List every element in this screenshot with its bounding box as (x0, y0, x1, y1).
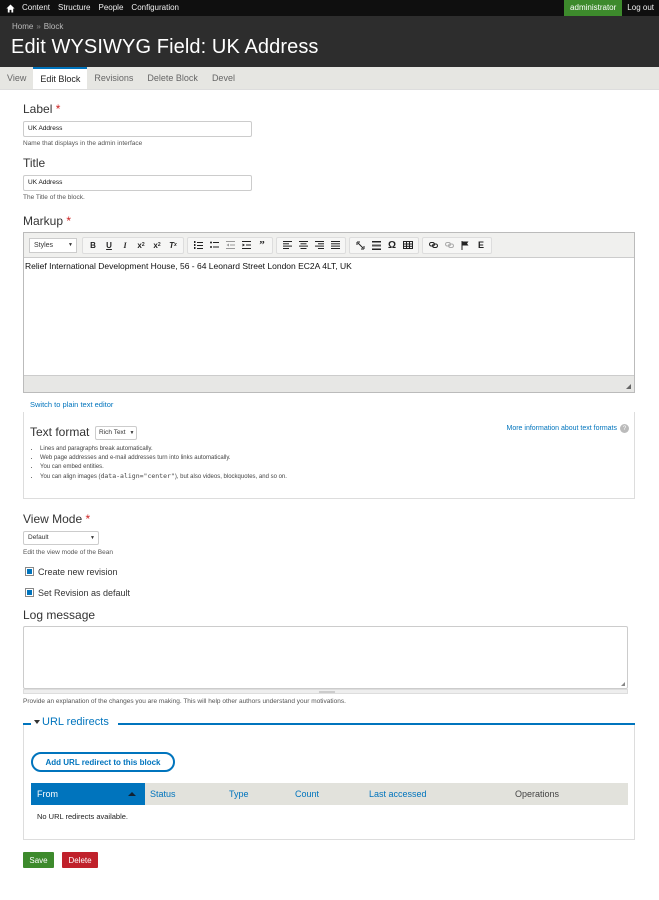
tab-view[interactable]: View (7, 73, 27, 83)
styles-dropdown[interactable] (29, 238, 77, 253)
editor-footer (24, 375, 634, 392)
tab-delete-block[interactable]: Delete Block (147, 73, 198, 83)
format-tips (40, 445, 287, 482)
view-mode-select[interactable] (23, 531, 99, 545)
align-left-icon[interactable] (279, 238, 295, 253)
text-format-wrapper (23, 412, 635, 499)
editor-group-basic (82, 237, 184, 254)
fieldset-border (23, 723, 31, 725)
delete-button[interactable]: Delete (62, 852, 98, 868)
table-icon[interactable] (400, 238, 416, 253)
label-field-title (23, 102, 60, 116)
logout-link[interactable]: Log out (627, 3, 654, 12)
unlink-icon[interactable] (441, 238, 457, 253)
required-marker: * (66, 214, 72, 228)
more-info-text: More information about text formats (506, 425, 617, 432)
url-redirects-legend: URL redirects (42, 716, 109, 728)
outdent-icon[interactable] (222, 238, 238, 253)
anchor-flag-icon[interactable] (457, 238, 473, 253)
help-icon: ? (620, 424, 629, 433)
resize-grip-icon[interactable] (626, 384, 631, 389)
switch-plain-text-link[interactable]: Switch to plain text editor (30, 400, 114, 409)
bold-icon[interactable]: B (90, 240, 96, 250)
title-input[interactable]: UK Address (23, 175, 252, 191)
tab-edit-block[interactable]: Edit Block (33, 67, 87, 89)
url-redirects-toggle[interactable] (34, 716, 109, 728)
column-status[interactable]: Status (150, 789, 176, 799)
redirects-table-header (31, 783, 628, 805)
checkbox-checked-mark (27, 569, 32, 574)
tab-revisions[interactable]: Revisions (94, 73, 134, 83)
required-marker: * (85, 512, 91, 526)
italic-icon[interactable]: I (123, 240, 127, 250)
remove-format-icon[interactable]: T x (169, 240, 177, 250)
embed-entity-icon[interactable]: E (477, 240, 484, 250)
toolbar-people[interactable]: People (98, 3, 124, 12)
home-icon[interactable] (2, 0, 18, 16)
link-chain-icon[interactable] (425, 238, 441, 253)
create-revision-checkbox[interactable] (25, 567, 34, 576)
editor-content[interactable]: Relief International Development House, 56 - 64 Leonard Street London EC2A 4LT, UK (25, 261, 352, 271)
column-operations: Operations (515, 789, 560, 799)
editor-group-links (422, 237, 492, 254)
label-field-title-text: Label (23, 102, 53, 116)
breadcrumb-separator: » (36, 22, 41, 31)
more-info-text-formats-link[interactable] (507, 424, 630, 433)
create-revision-label[interactable]: Create new revision (38, 567, 118, 577)
page-header (0, 16, 659, 67)
set-default-checkbox[interactable] (25, 588, 34, 597)
label-description: Name that displays in the admin interface (23, 140, 143, 147)
text-format-select[interactable] (95, 426, 137, 440)
fieldset-border (118, 723, 635, 725)
breadcrumb (12, 22, 63, 31)
align-center-icon[interactable] (295, 238, 311, 253)
format-tip: • Lines and paragraphs break automatically. (40, 445, 287, 454)
redirects-empty-message: No URL redirects available. (37, 812, 129, 821)
admin-toolbar (0, 0, 659, 16)
grippie-mark (319, 691, 335, 693)
editor-group-align (276, 237, 346, 254)
column-type[interactable]: Type (229, 789, 249, 799)
align-right-icon[interactable] (311, 238, 327, 253)
title-description: The Title of the block. (23, 194, 85, 201)
text-format-title: Text format (30, 425, 90, 439)
save-button[interactable]: Save (23, 852, 54, 868)
chevron-down-icon: ▼ (90, 535, 95, 541)
title-field-title: Title (23, 156, 46, 170)
toolbar-content[interactable]: Content (22, 3, 51, 12)
page-title: Edit WYSIWYG Field: UK Address (11, 36, 319, 58)
log-message-title: Log message (23, 608, 96, 622)
checkbox-checked-mark (27, 590, 32, 595)
chevron-down-icon: ▼ (129, 430, 135, 436)
format-tip: • Web page addresses and e-mail addresses turn into links automatically. (40, 454, 287, 463)
editor-group-insert (349, 237, 419, 254)
underline-icon[interactable]: U (106, 240, 112, 250)
view-mode-selected: Default (28, 534, 49, 541)
caret-down-icon (34, 720, 40, 724)
chevron-down-icon: ▼ (68, 242, 73, 248)
primary-tabs (0, 67, 659, 90)
label-input[interactable]: UK Address (23, 121, 252, 137)
indent-icon[interactable] (238, 238, 254, 253)
wysiwyg-editor (23, 232, 635, 393)
align-justify-icon[interactable] (327, 238, 343, 253)
horizontal-rule-icon[interactable] (368, 238, 384, 253)
url-redirects-fieldset (23, 723, 635, 840)
subscript-icon[interactable]: x 2 (137, 240, 145, 250)
required-marker: * (55, 102, 61, 116)
format-tip: • You can embed entities. (40, 463, 287, 472)
format-tip (40, 472, 287, 482)
textarea-grippie[interactable] (23, 689, 628, 694)
format-tip-code: data-align="center" (100, 472, 175, 480)
sort-ascending-icon (128, 792, 136, 796)
view-mode-description: Edit the view mode of the Bean (23, 549, 113, 556)
blockquote-icon[interactable]: ” (259, 239, 265, 251)
format-tip-part: You can align images ( (40, 474, 101, 480)
user-menu[interactable]: administrator (564, 0, 622, 16)
special-character-icon[interactable]: Ω (387, 239, 397, 251)
styles-dropdown-label: Styles (34, 241, 54, 249)
view-mode-title-text: View Mode (23, 512, 83, 526)
markup-field-title-text: Markup (23, 214, 64, 228)
tab-devel[interactable]: Devel (211, 73, 235, 83)
log-message-textarea[interactable] (23, 626, 628, 689)
link-icon[interactable] (352, 238, 368, 253)
column-count[interactable]: Count (295, 789, 320, 799)
view-mode-title (23, 512, 90, 526)
superscript-icon[interactable]: x 2 (153, 240, 161, 250)
column-last-accessed[interactable]: Last accessed (369, 789, 427, 799)
toolbar-structure[interactable]: Structure (58, 3, 91, 12)
editor-group-lists (187, 237, 273, 254)
set-default-label[interactable]: Set Revision as default (38, 588, 131, 598)
numbered-list-icon[interactable] (190, 238, 206, 253)
add-url-redirect-button[interactable]: Add URL redirect to this block (31, 752, 175, 772)
column-from[interactable] (31, 783, 145, 805)
textarea-resize-icon[interactable] (621, 682, 625, 686)
column-from-label: From (37, 789, 58, 799)
text-format-selected: Rich Text (99, 429, 126, 436)
breadcrumb-block[interactable]: Block (43, 22, 64, 31)
format-tip-part: ), but also videos, blockquotes, and so on. (174, 474, 287, 480)
bulleted-list-icon[interactable] (206, 238, 222, 253)
breadcrumb-home[interactable]: Home (12, 22, 34, 31)
markup-field-title (23, 214, 71, 228)
log-message-description: Provide an explanation of the changes you are making. This will help other authors understand your motivations. (23, 698, 346, 705)
editor-toolbar (24, 233, 634, 258)
toolbar-configuration[interactable]: Configuration (131, 3, 180, 12)
